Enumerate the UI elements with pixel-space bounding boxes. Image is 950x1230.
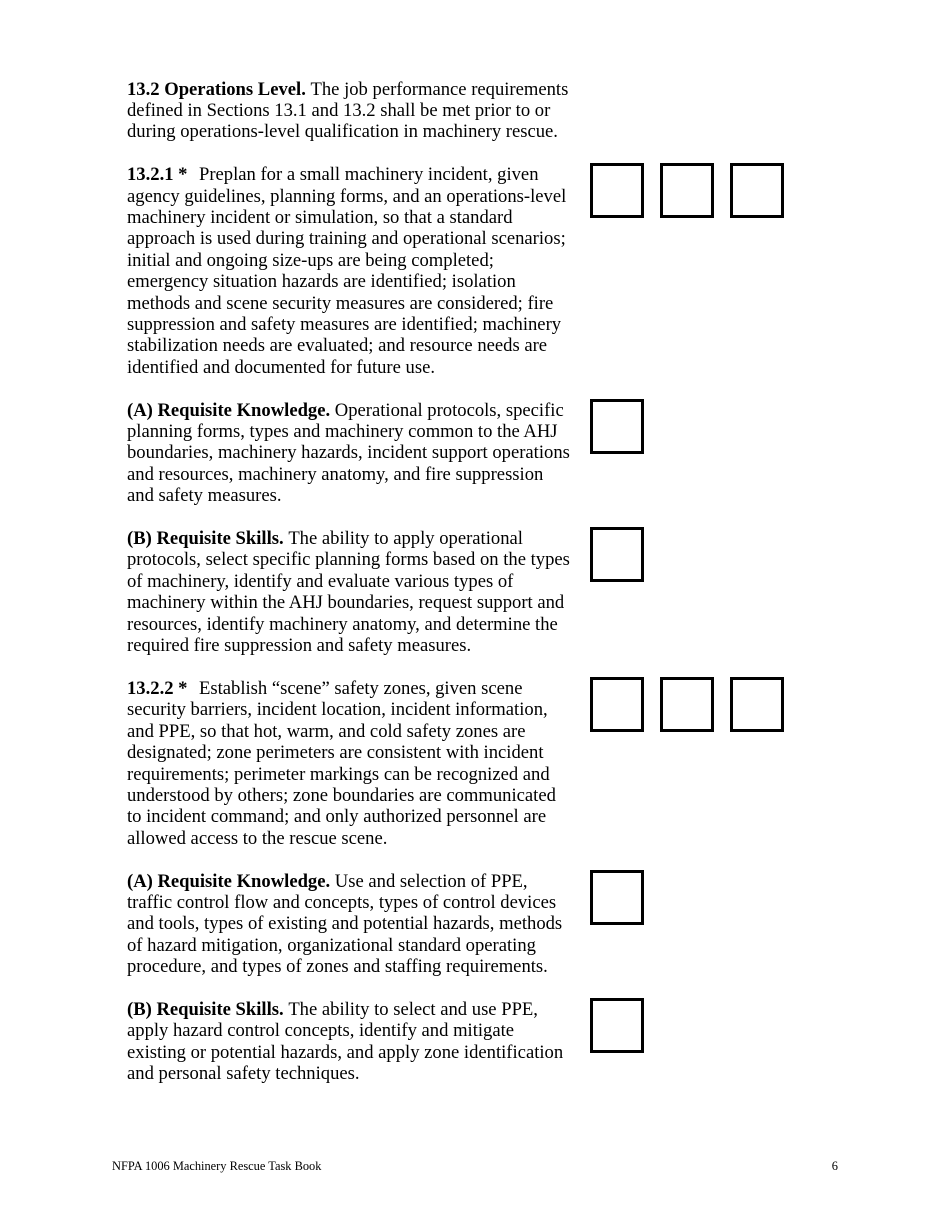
paragraph-line: methods and scene security measures are considered; fire (127, 292, 554, 314)
paragraph-text-block (127, 400, 590, 507)
paragraph-line: and PPE, so that hot, warm, and cold safety zones are (127, 720, 526, 742)
requirement-13-2-1-number: 13.2.1 * (127, 164, 188, 186)
document-page (127, 79, 827, 1107)
requirement-13-2-1 (127, 164, 827, 378)
paragraph-line: procedure, and types of zones and staffing requirements. (127, 956, 548, 978)
paragraph-line: apply hazard control concepts, identify and mitigate (127, 1020, 515, 1042)
paragraph-line: approach is used during training and operational scenarios; (127, 228, 566, 250)
paragraph-text-block (127, 164, 590, 378)
paragraph-line: of hazard mitigation, organizational standard operating (127, 934, 536, 956)
signoff-boxes (590, 527, 644, 582)
requisite-skills-label: (B) Requisite Skills. (127, 528, 284, 550)
paragraph-line: existing or potential hazards, and apply zone identification (127, 1041, 564, 1063)
signoff-boxes (590, 677, 784, 732)
paragraph-line (127, 528, 590, 549)
requisite-knowledge-13-2-1 (127, 400, 827, 507)
paragraph-line: designated; zone perimeters are consistent with incident (127, 742, 544, 764)
paragraph-text-block (127, 528, 590, 656)
signoff-box (590, 527, 644, 582)
paragraph-line (127, 164, 590, 185)
paragraph-text-block (127, 678, 590, 849)
paragraph-line: and tools, types of existing and potential hazards, methods (127, 913, 563, 935)
signoff-box (660, 163, 714, 218)
paragraph-line: required fire suppression and safety measures. (127, 635, 472, 657)
paragraph-line: planning forms, types and machinery common to the AHJ (127, 421, 558, 442)
paragraph-line: traffic control flow and concepts, types of control devices (127, 891, 557, 913)
paragraph-line: identified and documented for future use. (127, 356, 435, 378)
signoff-box (590, 399, 644, 454)
signoff-box (730, 677, 784, 732)
paragraph-text: The ability to select and use PPE, (288, 998, 538, 1020)
paragraph-line: during operations-level qualification in machinery rescue. (127, 121, 558, 143)
requirement-13-2-2 (127, 678, 827, 849)
paragraph-line: stabilization needs are evaluated; and resource needs are (127, 335, 548, 357)
paragraph-line: and resources, machinery anatomy, and fire suppression (127, 463, 544, 485)
paragraph-text: Operational protocols, specific (334, 399, 564, 421)
paragraph-text: The ability to apply operational (288, 528, 523, 550)
signoff-box (660, 677, 714, 732)
paragraph-text-block (127, 79, 590, 143)
paragraph-line (127, 871, 590, 892)
paragraph-line: security barriers, incident location, incident information, (127, 699, 548, 721)
paragraph-line: of machinery, identify and evaluate various types of (127, 570, 514, 592)
signoff-boxes (590, 163, 784, 218)
requisite-skills-label: (B) Requisite Skills. (127, 998, 284, 1020)
paragraph-line: and safety measures. (127, 485, 282, 507)
paragraph-line: allowed access to the rescue scene. (127, 827, 388, 849)
paragraph-line: machinery incident or simulation, so that a standard (127, 206, 513, 228)
requirement-13-2-2-number: 13.2.2 * (127, 677, 188, 699)
requisite-knowledge-13-2-2 (127, 871, 827, 978)
requisite-knowledge-label: (A) Requisite Knowledge. (127, 399, 331, 421)
paragraph-line: emergency situation hazards are identified; isolation (127, 271, 516, 293)
signoff-box (730, 163, 784, 218)
paragraph-line: suppression and safety measures are identified; machinery (127, 313, 562, 335)
paragraph-line: understood by others; zone boundaries are communicated (127, 784, 556, 806)
paragraph-text: Preplan for a small machinery incident, given (198, 164, 539, 186)
signoff-box (590, 163, 644, 218)
requisite-skills-13-2-2 (127, 999, 827, 1085)
paragraph-line: protocols, select specific planning forms based on the types (127, 549, 570, 571)
paragraph-line (127, 999, 590, 1020)
section-13-2-paragraph (127, 79, 827, 143)
paragraph-text: Establish “scene” safety zones, given scene (198, 677, 523, 699)
paragraph-line: machinery within the AHJ boundaries, request support and (127, 592, 565, 614)
paragraph-line: resources, identify machinery anatomy, and determine the (127, 613, 558, 635)
paragraph-line: to incident command; and only authorized personnel are (127, 806, 547, 828)
signoff-box (590, 677, 644, 732)
footer-title: NFPA 1006 Machinery Rescue Task Book (112, 1159, 322, 1173)
requisite-skills-13-2-1 (127, 528, 827, 656)
paragraph-line: agency guidelines, planning forms, and an operations-level (127, 185, 567, 207)
paragraph-text: Use and selection of PPE, (334, 870, 528, 892)
paragraph-text: The job performance requirements (310, 78, 569, 100)
paragraph-line (127, 678, 590, 699)
signoff-box (590, 870, 644, 925)
page-footer (112, 1158, 838, 1174)
paragraph-line: requirements; perimeter markings can be recognized and (127, 763, 550, 785)
section-13-2-heading: 13.2 Operations Level. (127, 78, 306, 100)
paragraph-line: defined in Sections 13.1 and 13.2 shall be met prior to or (127, 99, 551, 121)
requisite-knowledge-label: (A) Requisite Knowledge. (127, 870, 331, 892)
paragraph-text-block (127, 871, 590, 978)
paragraph-line (127, 400, 590, 421)
paragraph-line: and personal safety techniques. (127, 1063, 360, 1085)
signoff-box (590, 998, 644, 1053)
paragraph-line: boundaries, machinery hazards, incident support operations (127, 442, 570, 464)
signoff-boxes (590, 998, 644, 1053)
signoff-boxes (590, 870, 644, 925)
paragraph-line: initial and ongoing size-ups are being completed; (127, 249, 494, 271)
signoff-boxes (590, 399, 644, 454)
paragraph-text-block (127, 999, 590, 1085)
paragraph-line (127, 79, 590, 100)
page-number: 6 (831, 1159, 838, 1173)
